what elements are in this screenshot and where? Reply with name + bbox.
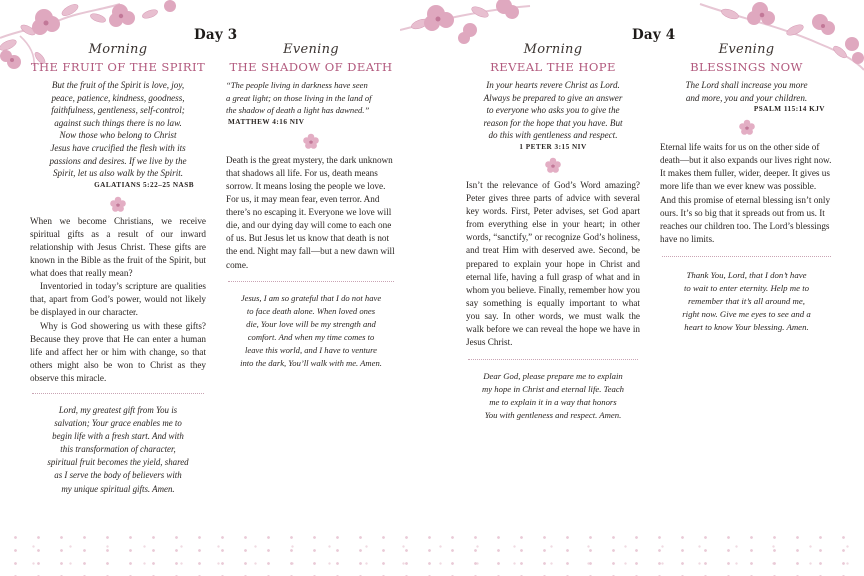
verse-line: to everyone who asks you to give the <box>486 105 620 116</box>
devotion-body <box>466 179 640 349</box>
verse-reference: 1 PETER 3:15 NIV <box>519 142 587 151</box>
prayer <box>660 269 833 334</box>
prayer-line: Dear God, please prepare me to explain <box>483 371 623 382</box>
prayer-line: leave this world, and I have to venture <box>245 345 377 355</box>
prayer-line: die, Your love will be my strength and <box>246 318 376 329</box>
flower-ornament-icon <box>109 196 127 212</box>
prayer-line: to face death alone. When loved ones <box>246 305 376 316</box>
morning-section <box>466 42 640 423</box>
verse-line: In your hearts revere Christ as Lord. <box>486 80 620 90</box>
verse-line: Always be prepared to give an answer <box>483 92 623 103</box>
devotion-heading: BLESSINGS NOW <box>690 60 803 74</box>
verse-line: Now those who belong to Christ <box>59 130 177 141</box>
flower-ornament-icon <box>738 119 756 135</box>
section-label-morning: Morning <box>523 42 583 57</box>
section-divider <box>662 256 831 257</box>
devotion-heading: REVEAL THE HOPE <box>490 60 616 74</box>
morning-section <box>30 42 206 496</box>
scripture-verse <box>660 79 833 104</box>
prayer-line: to wait to enter eternity. Help me to <box>683 283 810 294</box>
prayer-line: right now. Give me eyes to see and a <box>682 309 811 320</box>
prayer-line: into the dark, You’ll walk with me. Amen. <box>240 358 382 369</box>
body-paragraph: Eternal life waits for us on the other side of death—but it also expands our lives right now. It makes them fuller, wider, deeper. It gives us more life than we ever knew was possible. And this promise of eternal blessing isn’t only ours. It’s so big that it spreads out from us. It reaches our children too. The Lord’s blessings have no limits. <box>660 142 832 244</box>
devotion-heading: THE FRUIT OF THE SPIRIT <box>30 60 206 74</box>
verse-line: a great light; on those living in the land of <box>226 92 372 103</box>
verse-reference: GALATIANS 5:22–25 NASB <box>94 180 194 189</box>
prayer-line: as I serve the body of believers with <box>54 470 182 481</box>
prayer-line: spiritual fruit becomes the yield, shared <box>47 457 189 468</box>
verse-line: “The people living in darkness have seen <box>226 80 368 90</box>
section-divider <box>32 393 204 394</box>
prayer-line: Lord, my greatest gift from You is <box>58 404 178 415</box>
verse-line: Spirit, let us also walk by the Spirit. <box>52 168 184 179</box>
evening-section <box>660 42 833 334</box>
body-paragraph: Death is the great mystery, the dark unknown that shadows all life. For us, death means sorrow. It means losing the people we love. For us, it may mean fear, even terror. And there’s no escaping it. Everyone we love will die, and our dying day will come to each one of us. But Jesus let us know that death is not the end. Night may fall—but a new dawn will come. <box>226 154 395 270</box>
verse-line: peace, patience, kindness, goodness, <box>51 92 185 103</box>
devotion-body <box>660 141 833 246</box>
prayer <box>226 292 396 371</box>
flower-ornament-icon <box>302 133 320 149</box>
verse-line: the shadow of death a light has dawned.” <box>226 105 370 116</box>
prayer-line: this transformation of character, <box>60 444 176 455</box>
verse-line: The Lord shall increase you more <box>685 80 808 90</box>
section-divider <box>468 359 638 360</box>
prayer-line: my hope in Christ and eternal life. Teach <box>481 384 625 395</box>
prayer-line: my unique spiritual gifts. Amen. <box>61 483 175 494</box>
prayer-line: salvation; Your grace enables me to <box>54 418 182 429</box>
prayer-line: begin life with a fresh start. And with <box>52 431 184 442</box>
prayer-line: heart to know Your blessing. Amen. <box>684 322 809 333</box>
prayer-line: You with gentleness and respect. Amen. <box>484 410 622 421</box>
section-label-evening: Evening <box>718 42 775 57</box>
verse-line: reason for the hope that you have. But <box>483 117 623 128</box>
scripture-verse <box>30 79 206 180</box>
verse-line: and more, you and your children. <box>685 92 808 103</box>
verse-line: against such things there is no law. <box>54 117 182 128</box>
prayer-line: remember that it’s all around me, <box>688 296 805 307</box>
body-paragraph: Why is God showering us with these gifts? Because they prove that He can enter a human life and affect her or him with change, so that others might also be won to Christ as they observe this miracle. <box>30 320 206 383</box>
section-label-evening: Evening <box>283 42 339 57</box>
verse-line: But the fruit of the Spirit is love, joy, <box>51 80 185 90</box>
verse-line: faithfulness, gentleness, self-control; <box>51 105 185 116</box>
evening-section <box>226 42 396 370</box>
day-title: Day 3 <box>194 27 238 43</box>
section-label-morning: Morning <box>88 42 148 57</box>
prayer <box>30 404 206 496</box>
verse-reference: PSALM 115:14 KJV <box>753 105 825 114</box>
prayer <box>466 370 640 422</box>
scripture-verse <box>466 79 640 142</box>
body-paragraph: Isn’t the relevance of God’s Word amazing? Peter gives three parts of advice with several key words. First, Peter advises, set God apart from everything else in your heart; in other words, “sanctify,” or recognize God’s holiness, and treat Him with deserved awe. Second, be prepared to explain your hope in Christ and eternal life, having a full grasp of what and in whom you believe. Finally, remember how you say something is equally important to what you say. In other words, we must walk the walk before we can reveal the hope we have in Jesus Christ. <box>466 179 640 348</box>
day-title: Day 4 <box>632 27 676 43</box>
devotion-body <box>226 154 396 272</box>
prayer-line: comfort. And when my time comes to <box>247 331 375 342</box>
body-paragraph: Inventoried in today’s scripture are qualities that, apart from God’s power, would not likely be displayed in our character. <box>30 281 206 318</box>
section-divider <box>228 281 394 282</box>
verse-line: passions and desires. If we live by the <box>49 155 187 166</box>
devotion-body <box>30 215 206 385</box>
prayer-line: me to explain it in a way that honors <box>489 397 617 408</box>
prayer-line: Jesus, I am so grateful that I do not have <box>240 292 382 303</box>
devotion-heading: THE SHADOW OF DEATH <box>229 60 393 74</box>
flower-ornament-icon <box>544 157 562 173</box>
verse-line: Jesus have crucified the flesh with its <box>50 142 186 153</box>
body-paragraph: When we become Christians, we receive spiritual gifts as a result of our inward relationship with Jesus Christ. These gifts are known in the Bible as the fruit of the Spirit, but what does that really mean? <box>30 215 206 279</box>
verse-reference: MATTHEW 4:16 NIV <box>228 117 305 126</box>
prayer-line: Thank You, Lord, that I don’t have <box>686 269 807 280</box>
speckle-bottom <box>0 536 864 576</box>
scripture-verse <box>226 79 396 117</box>
verse-line: do this with gentleness and respect. <box>488 130 618 141</box>
